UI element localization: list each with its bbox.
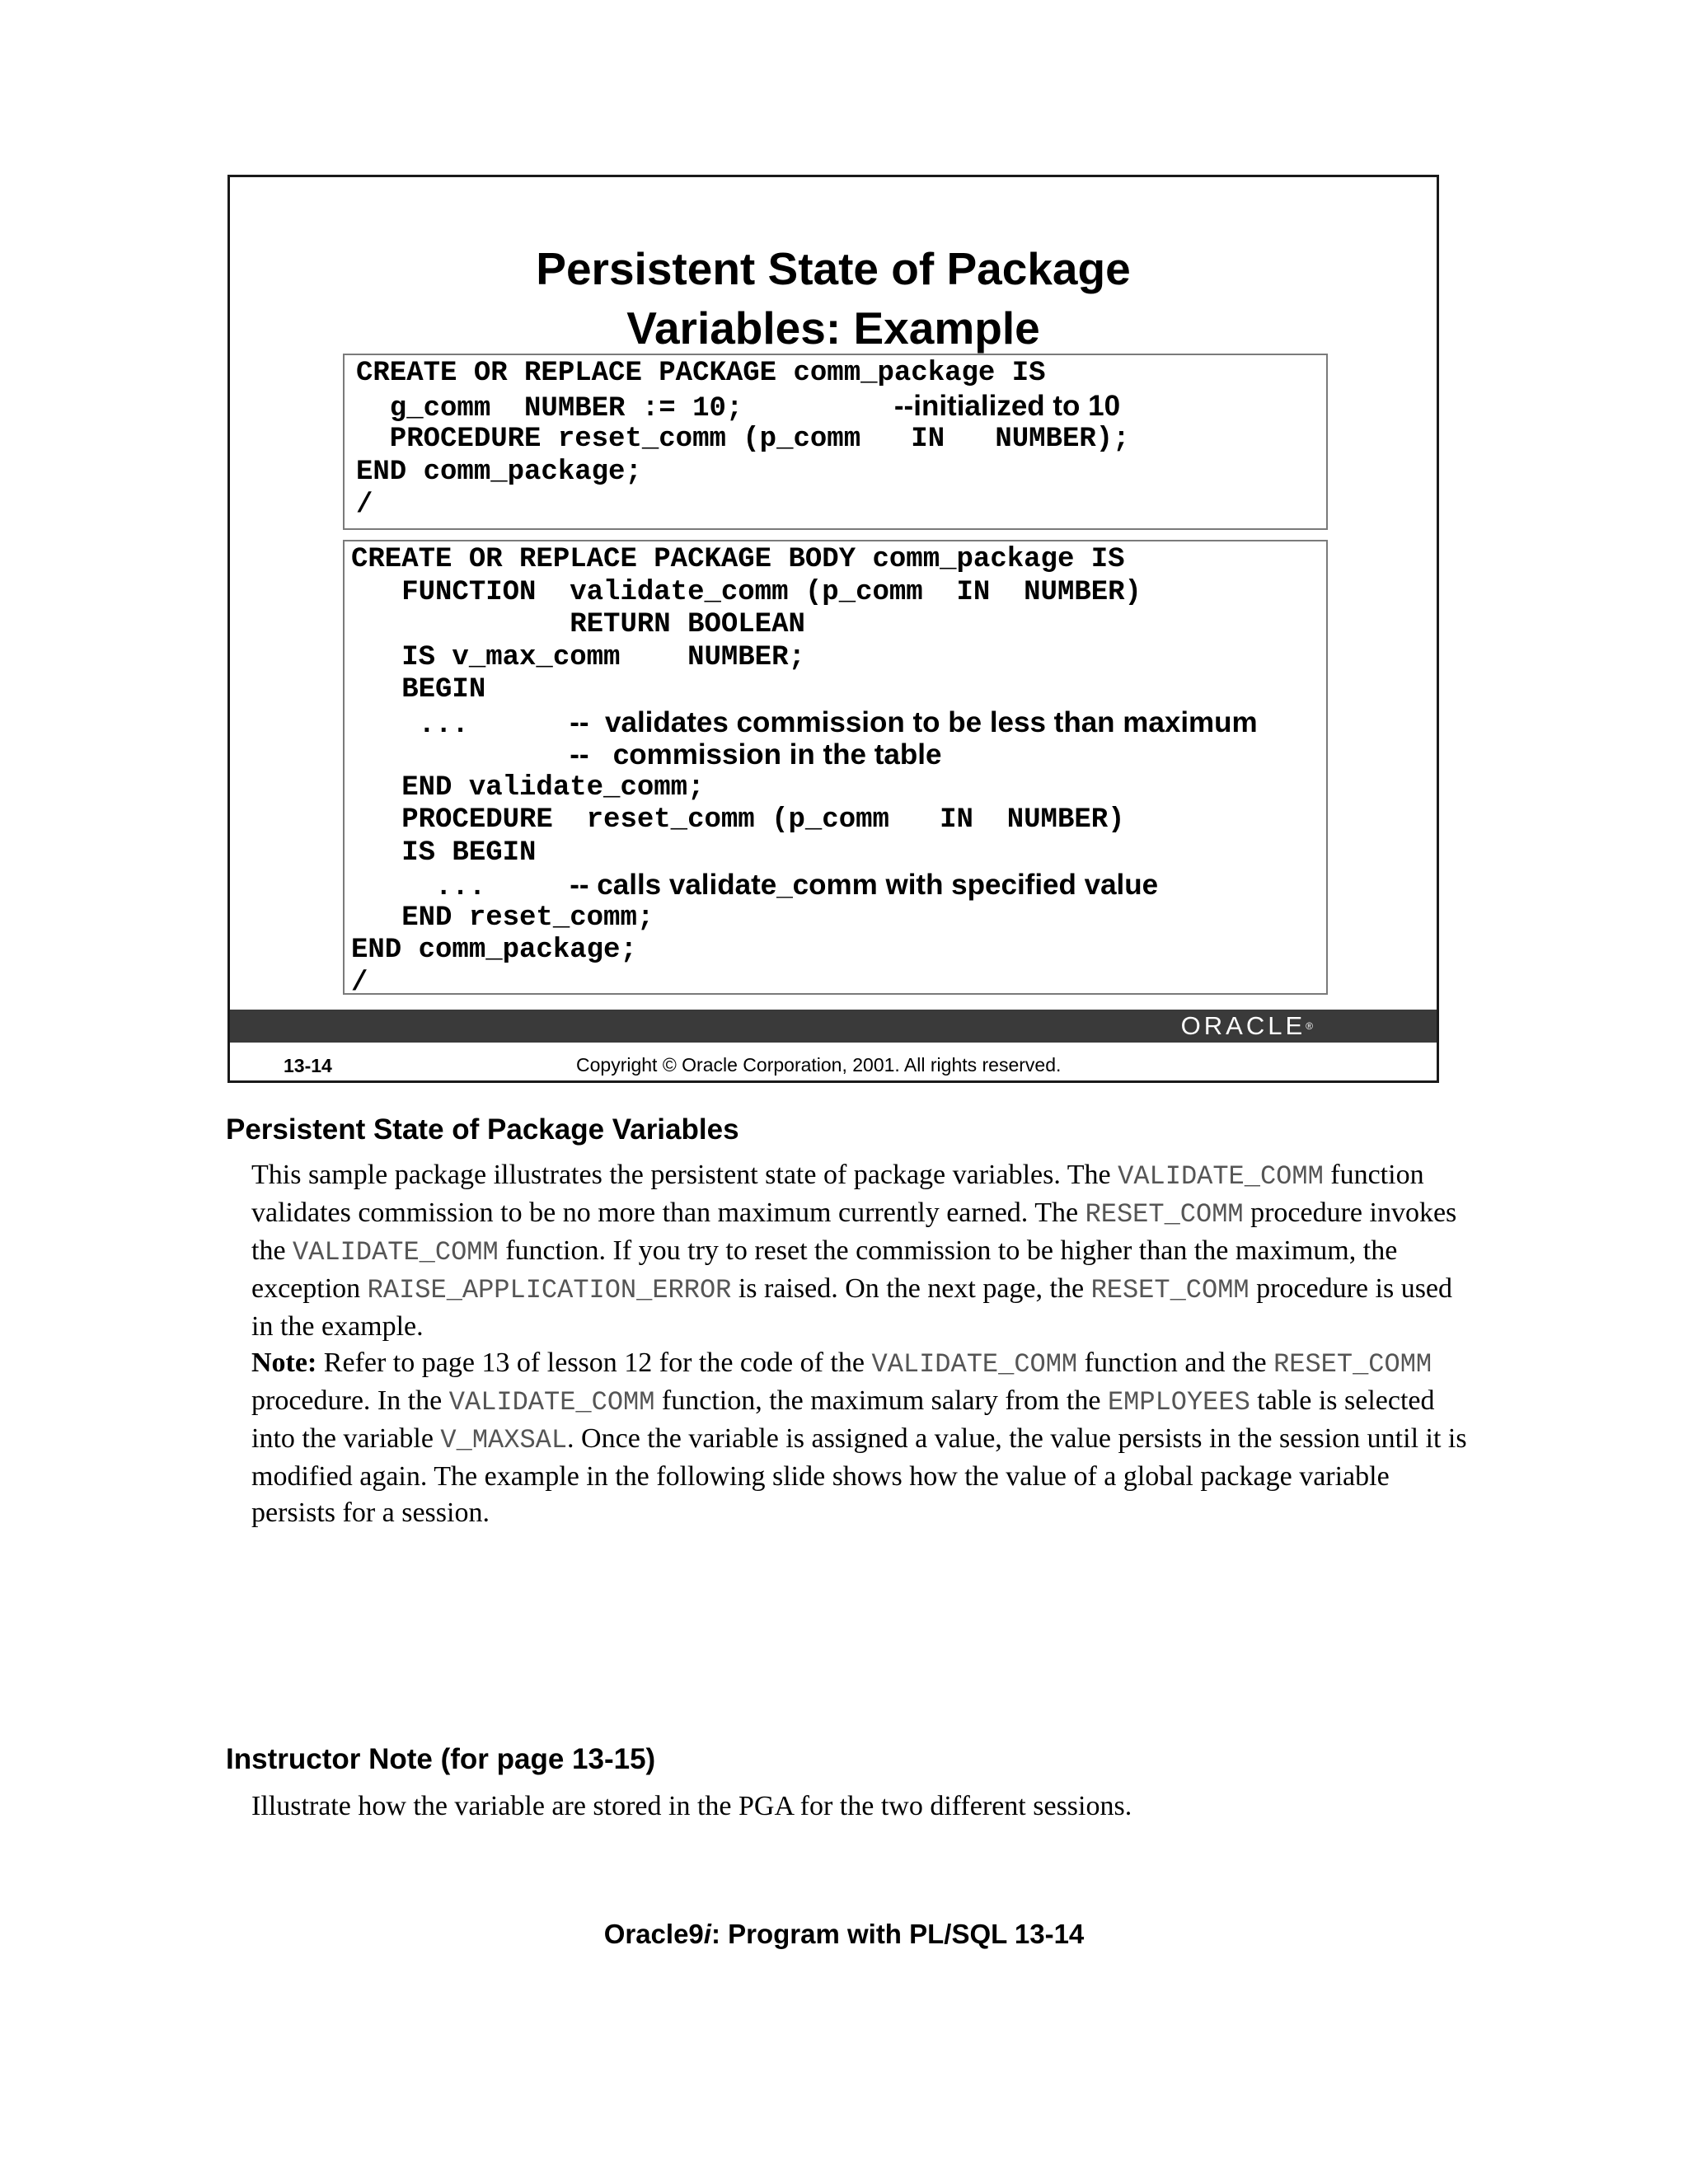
code-text: PROCEDURE reset_comm (p_comm IN NUMBER); bbox=[356, 424, 1130, 455]
code-line bbox=[356, 456, 642, 489]
text-run: procedure. In the bbox=[251, 1385, 449, 1416]
code-comment: --initialized to 10 bbox=[893, 390, 1121, 422]
code-text: CREATE OR REPLACE PACKAGE comm_package IS bbox=[356, 358, 1046, 389]
code-line bbox=[351, 837, 536, 869]
code-line bbox=[351, 706, 1258, 739]
inline-code: RAISE_APPLICATION_ERROR bbox=[367, 1275, 732, 1305]
code-text: / bbox=[356, 490, 373, 521]
text-run: . Once the variable is assigned a value, the value persists in the session until it is modified again. The example in the following slide shows how the value of a global package variable persists for a session. bbox=[251, 1423, 1467, 1528]
inline-code: VALIDATE_COMM bbox=[1118, 1161, 1324, 1192]
inline-code: VALIDATE_COMM bbox=[293, 1237, 499, 1268]
inline-code: EMPLOYEES bbox=[1107, 1387, 1250, 1418]
code-text: CREATE OR REPLACE PACKAGE BODY comm_package IS bbox=[351, 544, 1125, 575]
code-line bbox=[351, 673, 485, 706]
code-text: FUNCTION validate_comm (p_comm IN NUMBER) bbox=[351, 576, 1142, 608]
code-text: ... bbox=[351, 872, 570, 903]
code-line bbox=[351, 967, 368, 1000]
code-text: END validate_comm; bbox=[351, 771, 705, 804]
instructor-note-heading: Instructor Note (for page 13-15) bbox=[226, 1743, 656, 1775]
inline-code: VALIDATE_COMM bbox=[871, 1349, 1078, 1380]
text-run: function and the bbox=[1077, 1347, 1274, 1378]
code-text: PROCEDURE reset_comm (p_comm IN NUMBER) bbox=[351, 804, 1125, 836]
text-run: function. If you try to reset the commission to be higher than the maximum, the exception bbox=[251, 1235, 1398, 1304]
text-run: procedure invokes the bbox=[251, 1197, 1457, 1266]
oracle-logo: ORACLE® bbox=[1180, 1011, 1313, 1040]
code-text: IS v_max_comm NUMBER; bbox=[351, 641, 805, 673]
code-line bbox=[351, 641, 805, 674]
code-line bbox=[351, 738, 941, 771]
inline-code: VALIDATE_COMM bbox=[448, 1387, 655, 1418]
page-footer: Oracle9i: Program with PL/SQL 13-14 bbox=[603, 1919, 1085, 1949]
code-comment: -- validates commission to be less than maximum bbox=[570, 705, 1258, 738]
code-comment: -- calls validate_comm with specified value bbox=[570, 869, 1159, 901]
slide-frame bbox=[227, 175, 1439, 1083]
code-line bbox=[351, 771, 704, 804]
inline-code: V_MAXSAL bbox=[440, 1425, 568, 1455]
slide-number: 13-14 bbox=[284, 1055, 332, 1076]
code-line bbox=[351, 543, 1125, 576]
inline-code: RESET_COMM bbox=[1090, 1275, 1250, 1305]
inline-code: RESET_COMM bbox=[1273, 1349, 1432, 1380]
text-run: function validates commission to be no more than maximum currently earned. The bbox=[251, 1160, 1424, 1228]
instructor-note-text: Illustrate how the variable are stored in the PGA for the two different sessions. bbox=[251, 1791, 1132, 1821]
code-line bbox=[351, 902, 654, 935]
code-line bbox=[351, 934, 637, 967]
code-line bbox=[356, 489, 373, 522]
code-line bbox=[351, 869, 1158, 902]
code-comment: -- commission in the table bbox=[570, 738, 942, 771]
slide-copyright: Copyright © Oracle Corporation, 2001. All rights reserved. bbox=[576, 1054, 1062, 1076]
package-body-code-box bbox=[343, 540, 1328, 999]
note-label: Note: bbox=[251, 1347, 317, 1378]
code-text: / bbox=[351, 967, 368, 999]
code-text: IS BEGIN bbox=[351, 837, 537, 869]
code-text: END comm_package; bbox=[351, 935, 637, 966]
code-text: RETURN BOOLEAN bbox=[351, 609, 805, 640]
code-text: END reset_comm; bbox=[351, 902, 654, 934]
slide-title-line-1: Persistent State of Package bbox=[536, 243, 1131, 294]
text-run: Refer to page 13 of lesson 12 for the code of the bbox=[316, 1347, 872, 1378]
code-text: g_comm NUMBER := 10; bbox=[356, 393, 894, 424]
code-text: END comm_package; bbox=[356, 457, 642, 488]
text-run: is raised. On the next page, the bbox=[731, 1273, 1091, 1304]
code-line bbox=[351, 804, 1125, 837]
code-text: BEGIN bbox=[351, 674, 486, 705]
text-run: procedure is used in the example. bbox=[251, 1273, 1453, 1342]
code-line bbox=[351, 608, 805, 641]
text-run: This sample package illustrates the persistent state of package variables. The bbox=[251, 1160, 1118, 1190]
notes-paragraph-2 bbox=[251, 1345, 1471, 1531]
code-line bbox=[356, 390, 1120, 423]
inline-code: RESET_COMM bbox=[1085, 1199, 1244, 1230]
text-run: table is selected into the variable bbox=[251, 1385, 1435, 1454]
code-text: ... bbox=[351, 709, 570, 741]
code-line bbox=[351, 576, 1142, 609]
code-line bbox=[356, 357, 1046, 390]
notes-heading: Persistent State of Package Variables bbox=[226, 1113, 739, 1146]
text-run: function, the maximum salary from the bbox=[654, 1385, 1108, 1416]
slide-footer-bar bbox=[230, 1010, 1437, 1043]
notes-paragraph-1 bbox=[251, 1157, 1471, 1345]
slide-title-line-2: Variables: Example bbox=[626, 302, 1040, 354]
package-spec-code-box bbox=[343, 354, 1328, 530]
code-line bbox=[356, 423, 1130, 456]
code-text bbox=[351, 742, 570, 773]
slide-title bbox=[230, 239, 1437, 358]
